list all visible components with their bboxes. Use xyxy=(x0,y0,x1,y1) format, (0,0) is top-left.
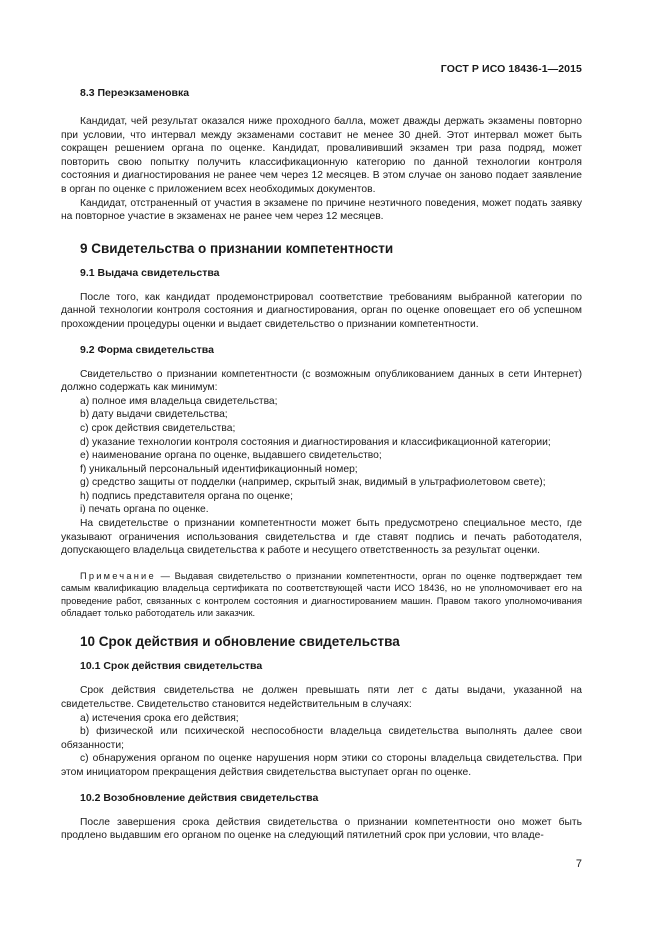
document-code: ГОСТ Р ИСО 18436-1—2015 xyxy=(440,63,582,75)
section-9-2-title: 9.2 Форма свидетельства xyxy=(80,343,214,356)
list-item: h) подпись представителя органа по оценке; xyxy=(80,490,294,502)
section-9-2-paragraph-2: На свидетельстве о признании компетентности может быть предусмотрено специальное место, где указывают ограничения использования свидетельства и где ставят подпись и печать работодателя, допускающего владельца свидетельства к работе и несущего ответственность за результат оценки. xyxy=(61,518,582,557)
page-content xyxy=(61,86,582,843)
list-item: b) дату выдачи свидетельства; xyxy=(80,409,228,421)
note-label: Примечание xyxy=(80,570,156,581)
list-item: d) указание технологии контроля состояния и диагностирования и классификационной категории; xyxy=(80,436,551,448)
section-9-1-paragraph: После того, как кандидат продемонстрировал соответствие требованиям выбранной категории по данной технологии контроля состояния и диагностирования, орган по оценке оповещает его об успешном прохождении процедуры оценки и выдает свидетельство о признании компетентности. xyxy=(61,291,582,330)
section-9-2-intro: Свидетельство о признании компетентности (с возможным опубликованием данных в сети Интернет) должно содержать как минимум: xyxy=(61,368,582,394)
list-item: i) печать органа по оценке. xyxy=(80,504,209,516)
section-9-title: 9 Свидетельства о признании компетентности xyxy=(80,240,394,256)
section-10-2-paragraph: После завершения срока действия свидетельства о признании компетентности оно может быть продлено выдавшим его органом по оценке на следующий пятилетний срок при условии, что владе- xyxy=(61,816,582,842)
section-8-3-paragraph-2: Кандидат, отстраненный от участия в экзамене по причине неэтичного поведения, может подать заявку на повторное участие в экзаменах не ранее чем через 12 месяцев. xyxy=(61,197,582,223)
note-text: — Выдавая свидетельство о признании компетентности, орган по оценке подтверждает тем самым квалификацию владельца сертификата по соответствующей части ИСО 18436, но не уполномочивает его на проведение работ, связанных с контролем состояния и диагностированием машин. Правом такого уполномочивания обладает только работодатель или заказчик. xyxy=(61,570,582,619)
section-10-title: 10 Срок действия и обновление свидетельства xyxy=(80,634,400,650)
list-item: g) средство защиты от подделки (например, скрытый знак, видимый в ультрафиолетовом свете); xyxy=(80,477,546,489)
section-8-3-title: 8.3 Переэкзаменовка xyxy=(80,87,190,99)
list-item: f) уникальный персональный идентификационный номер; xyxy=(80,463,358,475)
section-10-1-title: 10.1 Срок действия свидетельства xyxy=(80,660,263,673)
note-paragraph xyxy=(61,570,582,620)
list-item: a) истечения срока его действия; xyxy=(80,712,239,724)
section-10-1-paragraph: Срок действия свидетельства не должен превышать пяти лет с даты выдачи, указанной на свидетельстве. Свидетельство становится недействительным в случаях: xyxy=(61,685,582,711)
list-item: b) физической или психической неспособности владельца свидетельства выполнять далее свои обязанности; xyxy=(61,726,582,751)
list-item: e) наименование органа по оценке, выдавшего свидетельство; xyxy=(80,450,382,462)
list-item: c) обнаружения органом по оценке нарушения норм этики со стороны владельца свидетельства. При этом инициатором прекращения действия свидетельства выступает орган по оценке. xyxy=(61,753,582,779)
section-8-3-paragraph-1: Кандидат, чей результат оказался ниже проходного балла, может дважды держать экзамены повторно при условии, что интервал между экзаменами составит не менее 30 дней. Этот интервал может быть сокращен решением органа по оценке. Кандидат, провалививший экзамен три раза подряд, может повторить свою попытку получить классификационную категорию по данной технологии контроля состояния и диагностирования не ранее чем через 12 месяцев. В этом случае он заново подает заявление в орган по оценке с приложением всех необходимых документов. xyxy=(61,116,582,195)
page-number: 7 xyxy=(575,858,582,870)
section-10-2-title: 10.2 Возобновление действия свидетельства xyxy=(80,791,319,804)
list-item: c) срок действия свидетельства; xyxy=(80,422,236,434)
list-item: a) полное имя владельца свидетельства; xyxy=(80,395,278,407)
section-9-1-title: 9.1 Выдача свидетельства xyxy=(80,266,220,279)
